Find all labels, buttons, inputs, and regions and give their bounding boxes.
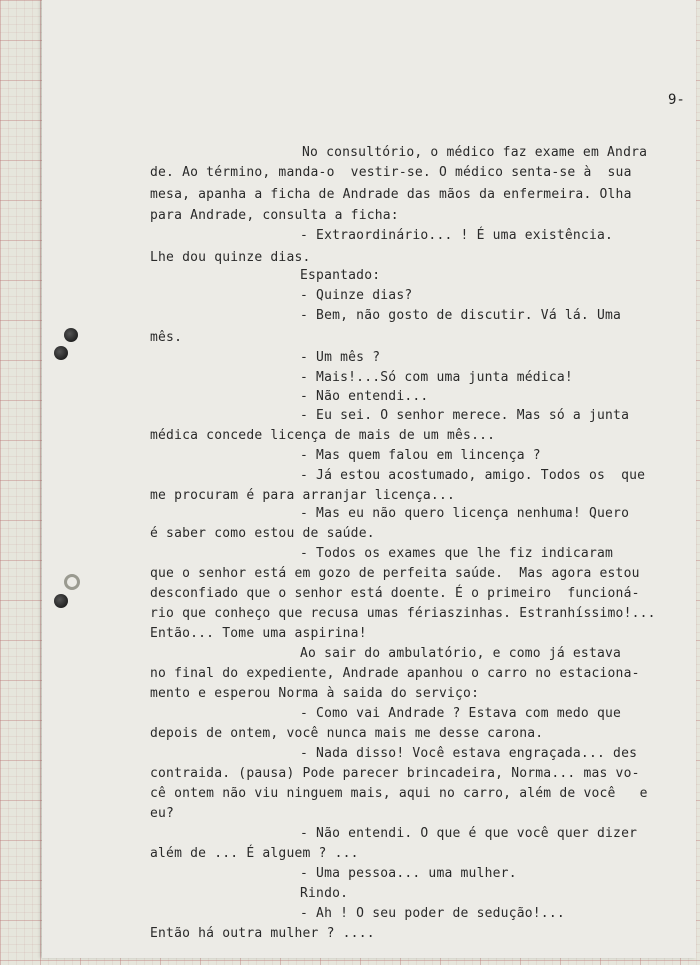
text-line: rio que conheço que recusa umas fériaszinhas. Estranhíssimo!...	[150, 606, 656, 621]
text-line: eu?	[150, 806, 175, 821]
text-line: Então há outra mulher ? ....	[150, 926, 375, 941]
text-line: Ao sair do ambulatório, e como já estava	[300, 646, 622, 661]
text-line: além de ... É alguem ? ...	[150, 846, 359, 861]
text-line: Lhe dou quinze dias.	[150, 250, 311, 265]
text-line: - Não entendi. O que é que você quer dizer	[300, 826, 638, 841]
text-line: - Mais!...Só com uma junta médica!	[300, 370, 573, 385]
text-line: - Uma pessoa... uma mulher.	[300, 866, 517, 881]
text-line: de. Ao término, manda-o vestir-se. O médico senta-se à sua	[150, 165, 632, 180]
text-line: que o senhor está em gozo de perfeita saúde. Mas agora estou	[150, 566, 640, 581]
text-line: desconfiado que o senhor está doente. É o primeiro funcioná-	[150, 586, 640, 601]
text-line: - Todos os exames que lhe fiz indicaram	[300, 546, 614, 561]
punch-hole-icon	[64, 328, 78, 342]
punch-hole-icon	[54, 594, 68, 608]
text-line: me procuram é para arranjar licença...	[150, 488, 456, 503]
punch-hole-icon	[64, 574, 80, 590]
text-line: - Não entendi...	[300, 389, 429, 404]
text-line: Rindo.	[300, 886, 349, 901]
text-line: - Quinze dias?	[300, 288, 413, 303]
text-line: Espantado:	[300, 268, 381, 283]
text-line: - Como vai Andrade ? Estava com medo que	[300, 706, 622, 721]
text-line: - Mas eu não quero licença nenhuma! Quero	[300, 506, 630, 521]
text-line: médica concede licença de mais de um mês...	[150, 428, 496, 443]
text-line: mento e esperou Norma à saida do serviço:	[150, 686, 480, 701]
text-line: - Já estou acostumado, amigo. Todos os que	[300, 468, 646, 483]
text-line: no final do expediente, Andrade apanhou o carro no estaciona-	[150, 666, 640, 681]
text-line: - Nada disso! Você estava engraçada... des	[300, 746, 638, 761]
text-line: No consultório, o médico faz exame em Andra	[302, 145, 648, 160]
text-line: é saber como estou de saúde.	[150, 526, 375, 541]
typewritten-page	[42, 0, 696, 958]
page-number: 9-	[668, 92, 685, 108]
text-line: - Eu sei. O senhor merece. Mas só a junta	[300, 408, 630, 423]
text-line: - Um mês ?	[300, 350, 381, 365]
text-line: - Bem, não gosto de discutir. Vá lá. Uma	[300, 308, 622, 323]
text-line: - Ah ! O seu poder de sedução!...	[300, 906, 565, 921]
text-line: Então... Tome uma aspirina!	[150, 626, 367, 641]
text-line: cê ontem não viu ninguem mais, aqui no carro, além de você e	[150, 786, 648, 801]
punch-hole-icon	[54, 346, 68, 360]
text-line: para Andrade, consulta a ficha:	[150, 208, 399, 223]
text-line: contraida. (pausa) Pode parecer brincadeira, Norma... mas vo-	[150, 766, 640, 781]
text-line: mês.	[150, 330, 183, 345]
text-line: - Mas quem falou em lincença ?	[300, 448, 541, 463]
text-line: - Extraordinário... ! É uma existência.	[300, 228, 614, 243]
text-line: depois de ontem, você nunca mais me desse carona.	[150, 726, 544, 741]
text-line: mesa, apanha a ficha de Andrade das mãos da enfermeira. Olha	[150, 187, 632, 202]
